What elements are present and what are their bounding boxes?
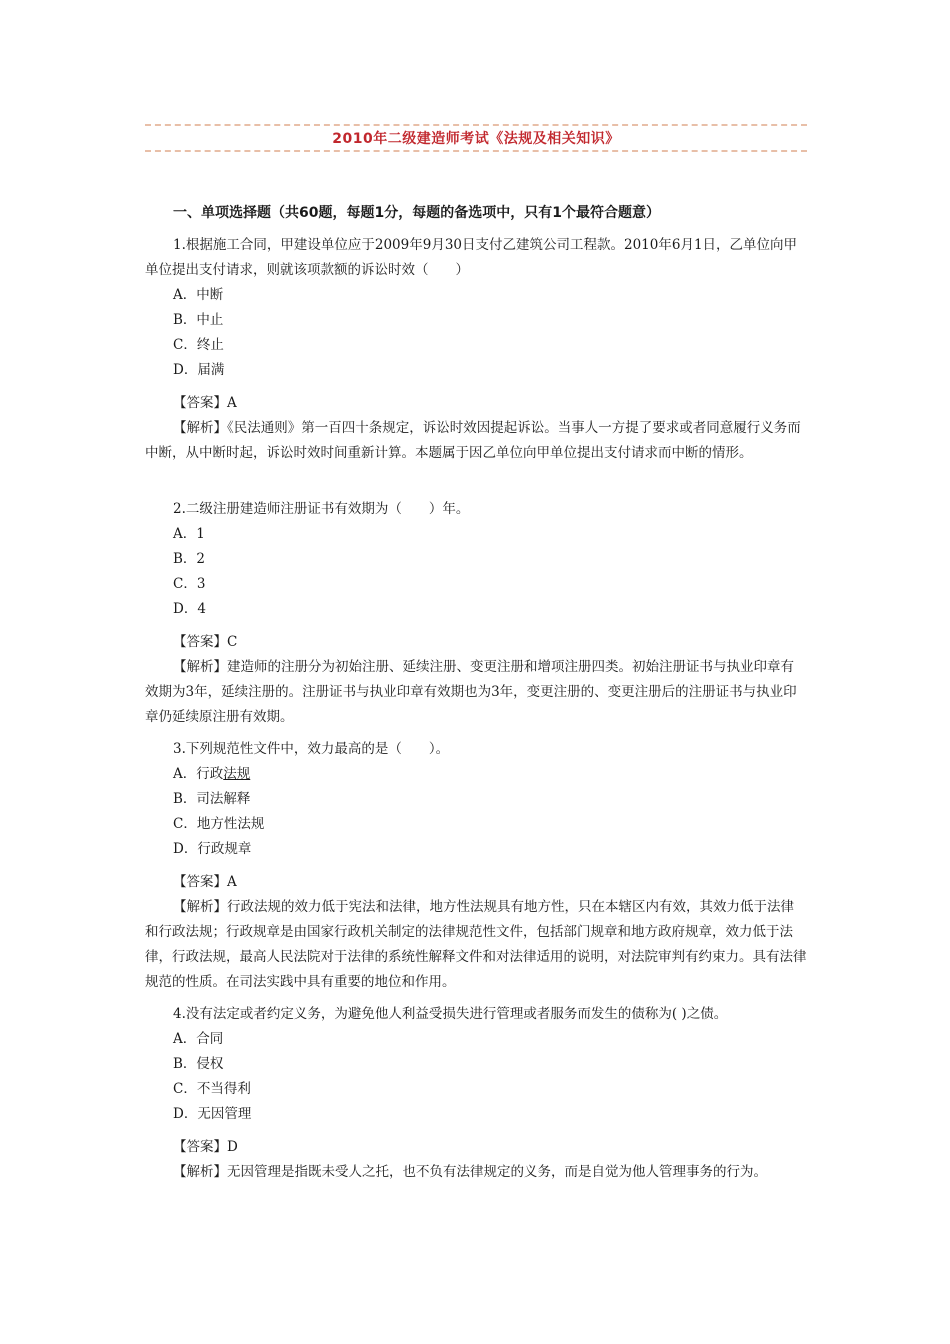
option-c: C．终止 — [173, 337, 224, 353]
option-d: D．4 — [173, 601, 206, 617]
option-a — [145, 762, 807, 787]
question-4 — [145, 1002, 807, 1185]
question-stem: 2.二级注册建造师注册证书有效期为（ ）年。 — [173, 501, 470, 517]
option-a: A．中断 — [173, 287, 224, 303]
option-a: A．1 — [173, 526, 205, 542]
option-b: B．侵权 — [173, 1056, 224, 1072]
option-d: D．无因管理 — [173, 1106, 252, 1122]
option-c: C．地方性法规 — [173, 816, 265, 832]
explanation: 【解析】无因管理是指既未受人之托，也不负有法律规定的义务，而是自觉为他人管理事务的行为。 — [173, 1164, 767, 1180]
option-c: C．3 — [173, 576, 206, 592]
answer: 【答案】A — [173, 874, 237, 890]
option-d: D．行政规章 — [173, 841, 252, 857]
question-stem: 1.根据施工合同，甲建设单位应于2009年9月30日支付乙建筑公司工程款。2010年6月1日，乙单位向甲单位提出支付请求，则就该项款额的诉讼时效（ ） — [145, 237, 798, 278]
title-divider-bottom — [145, 150, 807, 152]
option-a-text: A．行政 — [173, 766, 224, 782]
question-2 — [145, 497, 807, 730]
explanation: 【解析】行政法规的效力低于宪法和法律，地方性法规具有地方性，只在本辖区内有效，其效力低于法律和行政法规；行政规章是由国家行政机关制定的法律规范性文件，包括部门规章和地方政府规章，效力低于法律，行政法规，最高人民法院对于法律的系统性解释文件和对法律适用的说明，对法院审判有约束力。具有法律规范的性质。在司法实践中具有重要的地位和作用。 — [145, 899, 807, 990]
title-divider-top — [145, 124, 807, 126]
answer: 【答案】A — [173, 395, 237, 411]
option-d: D．届满 — [173, 362, 225, 378]
section-heading: 一、单项选择题（共60题，每题1分，每题的备选项中，只有1个最符合题意） — [173, 205, 660, 221]
question-stem: 3.下列规范性文件中，效力最高的是（ ）。 — [173, 741, 450, 757]
question-1 — [145, 233, 807, 466]
option-a: A．合同 — [173, 1031, 224, 1047]
option-b: B．2 — [173, 551, 206, 567]
option-a-underlined-text: 法规 — [223, 766, 251, 782]
answer: 【答案】D — [173, 1139, 238, 1155]
question-stem: 4.没有法定或者约定义务，为避免他人利益受损失进行管理或者服务而发生的债称为( )之债。 — [173, 1006, 728, 1022]
answer: 【答案】C — [173, 634, 238, 650]
question-3 — [145, 737, 807, 995]
option-b: B．中止 — [173, 312, 224, 328]
explanation: 【解析】建造师的注册分为初始注册、延续注册、变更注册和增项注册四类。初始注册证书与执业印章有效期为3年，延续注册的。注册证书与执业印章有效期也为3年，变更注册的、变更注册后的注册证书与执业印章仍延续原注册有效期。 — [145, 659, 797, 725]
explanation: 【解析】《民法通则》第一百四十条规定，诉讼时效因提起诉讼。当事人一方提了要求或者同意履行义务而中断，从中断时起，诉讼时效时间重新计算。本题属于因乙单位向甲单位提出支付请求而中断的情形。 — [145, 420, 801, 461]
option-b: B．司法解释 — [173, 791, 251, 807]
option-c: C．不当得利 — [173, 1081, 251, 1097]
document-title: 2010年二级建造师考试《法规及相关知识》 — [332, 131, 620, 147]
